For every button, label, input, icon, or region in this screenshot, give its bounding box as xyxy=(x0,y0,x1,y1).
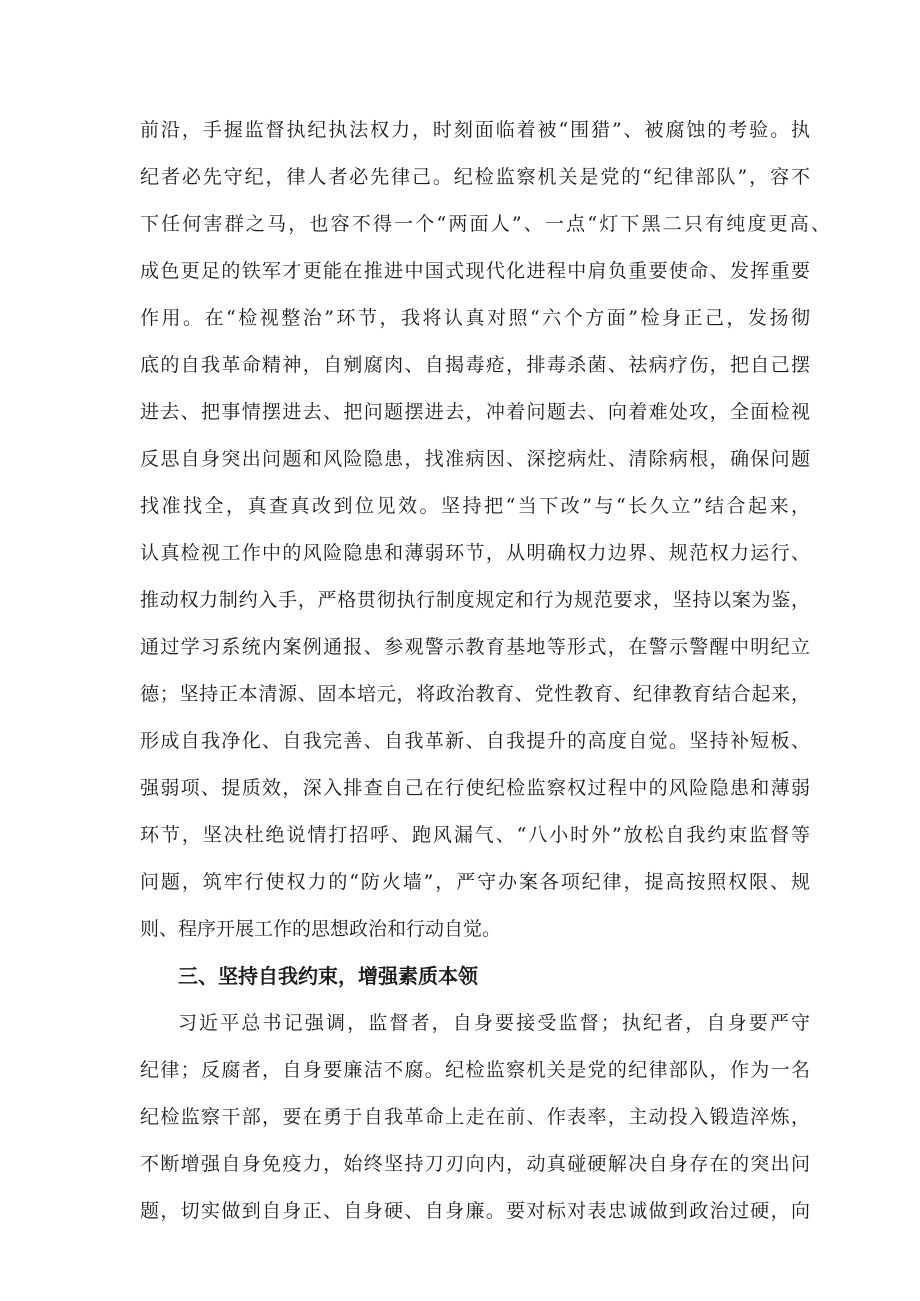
paragraph-line: 下任何害群之马，也容不得一个“两面人”、一点“灯下黑二只有纯度更高、 xyxy=(140,213,830,235)
paragraph-line: 认真检视工作中的风险隐患和薄弱环节，从明确权力边界、规范权力运行、 xyxy=(140,542,810,564)
paragraph-line: 纪检监察干部，要在勇于自我革命上走在前、作表率，主动投入锻造淬炼， xyxy=(140,1106,810,1128)
paragraph-line: 强弱项、提质效，深入排查自己在行使纪检监察权过程中的风险隐患和薄弱 xyxy=(140,777,810,799)
paragraph-line: 纪律；反腐者，自身要廉洁不腐。纪检监察机关是党的纪律部队，作为一名 xyxy=(140,1059,810,1081)
paragraph-line: 环节，坚决杜绝说情打招呼、跑风漏气、“八小时外”放松自我约束监督等 xyxy=(140,824,810,846)
paragraph-line: 形成自我净化、自我完善、自我革新、自我提升的高度自觉。坚持补短板、 xyxy=(140,730,810,752)
paragraph-line: 问题，筑牢行使权力的“防火墙”，严守办案各项纪律，提高按照权限、规 xyxy=(140,871,810,893)
paragraph-line: 则、程序开展工作的思想政治和行动自觉。 xyxy=(140,918,502,940)
paragraph-line: 前沿，手握监督执纪执法权力，时刻面临着被“围猎”、被腐蚀的考验。执 xyxy=(140,119,810,141)
paragraph-line: 反思自身突出问题和风险隐患，找准病因、深挖病灶、清除病根，确保问题 xyxy=(140,448,810,470)
paragraph-line: 找准找全，真查真改到位见效。坚持把“当下改”与“长久立”结合起来， xyxy=(140,495,810,517)
paragraph-line: 推动权力制约入手，严格贯彻执行制度规定和行为规范要求，坚持以案为鉴， xyxy=(140,589,810,611)
paragraph-line: 德；坚持正本清源、固本培元，将政治教育、党性教育、纪律教育结合起来， xyxy=(140,683,810,705)
paragraph-line-indent: 习近平总书记强调，监督者，自身要接受监督；执纪者，自身要严守 xyxy=(178,1012,810,1034)
paragraph-line: 底的自我革命精神，自剜腐肉、自揭毒疮，排毒杀菌、祛病疗伤，把自己摆 xyxy=(140,354,810,376)
paragraph-line: 不断增强自身免疫力，始终坚持刀刃向内，动真碰硬解决自身存在的突出问 xyxy=(140,1153,810,1175)
paragraph-line: 纪者必先守纪，律人者必先律己。纪检监察机关是党的“纪律部队”，容不 xyxy=(140,166,810,188)
paragraph-line: 作用。在“检视整治”环节，我将认真对照“六个方面”检身正己，发扬彻 xyxy=(140,307,810,329)
paragraph-line: 进去、把事情摆进去、把问题摆进去，冲着问题去、向着难处攻，全面检视 xyxy=(140,401,810,423)
paragraph-line: 通过学习系统内案例通报、参观警示教育基地等形式，在警示警醒中明纪立 xyxy=(140,636,810,658)
paragraph-line: 成色更足的铁军才更能在推进中国式现代化进程中肩负重要使命、发挥重要 xyxy=(140,260,810,282)
paragraph-line: 题，切实做到自身正、自身硬、自身廉。要对标对表忠诚做到政治过硬，向 xyxy=(140,1200,810,1222)
section-heading: 三、坚持自我约束，增强素质本领 xyxy=(178,964,478,988)
